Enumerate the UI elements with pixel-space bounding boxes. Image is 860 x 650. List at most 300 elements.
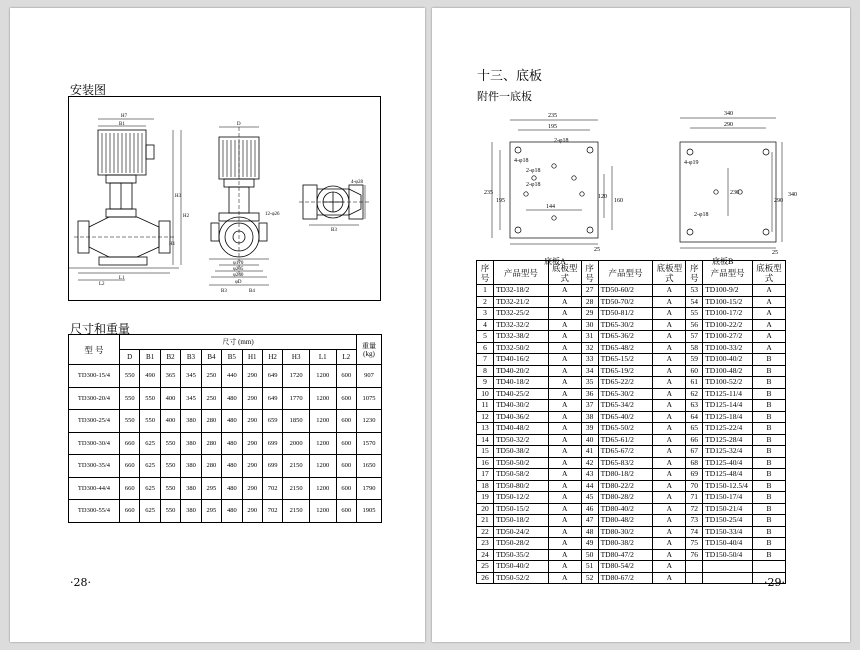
table-row — [477, 503, 786, 515]
dim-cell: 1770 — [283, 387, 310, 410]
plate-type-cell: A — [548, 492, 581, 504]
plate-type-cell: B — [753, 377, 786, 389]
dim-cell: 290 — [242, 477, 262, 500]
plate-type-cell: A — [548, 331, 581, 343]
plate-type-cell: A — [653, 411, 686, 423]
installation-drawing — [68, 96, 381, 301]
dim-cell: 250 — [201, 387, 221, 410]
product-model-cell: TD40-25/2 — [493, 388, 548, 400]
dim-cell: 365 — [160, 365, 180, 388]
dim-col-header: D — [120, 350, 140, 365]
product-model-cell: TD80-30/2 — [598, 526, 653, 538]
serial-cell: 38 — [581, 411, 598, 423]
serial-cell: 21 — [477, 515, 494, 527]
plate-type-cell: A — [653, 434, 686, 446]
plate-type-cell: A — [548, 446, 581, 458]
serial-cell — [686, 572, 703, 584]
dim-cell: 440 — [222, 365, 242, 388]
plate-type-cell: A — [548, 296, 581, 308]
serial-cell: 49 — [581, 538, 598, 550]
section-title: 十三、底板 — [477, 69, 543, 84]
product-model-cell: TD150-33/4 — [703, 526, 753, 538]
plate-type-cell: A — [548, 561, 581, 573]
product-model-cell: TD40-48/2 — [493, 423, 548, 435]
table-row — [477, 538, 786, 550]
product-model-cell: TD125-32/4 — [703, 446, 753, 458]
serial-cell: 53 — [686, 285, 703, 297]
serial-cell: 55 — [686, 308, 703, 320]
plate-type-cell: A — [548, 308, 581, 320]
plate-type-cell: A — [653, 342, 686, 354]
serial-cell: 25 — [477, 561, 494, 573]
product-model-cell: TD32-21/2 — [493, 296, 548, 308]
product-model-cell: TD50-52/2 — [493, 572, 548, 584]
plate-a-holes-2a: 2-φ18 — [554, 138, 569, 144]
product-model-cell: TD40-16/2 — [493, 354, 548, 366]
table-row — [477, 285, 786, 297]
plate-a-dim-h195: 195 — [496, 198, 505, 204]
plate-type-cell: B — [753, 457, 786, 469]
label-b4: B4 — [249, 289, 255, 294]
plate-type-cell: A — [548, 319, 581, 331]
plate-type-cell: B — [753, 423, 786, 435]
dim-cell: 625 — [140, 477, 160, 500]
plate-type-cell: A — [653, 538, 686, 550]
left-page — [10, 8, 425, 642]
dim-col-header: L2 — [336, 350, 356, 365]
plate-type-cell: B — [753, 400, 786, 412]
table-row — [477, 296, 786, 308]
product-model-cell: TD40-36/2 — [493, 411, 548, 423]
table-row — [477, 423, 786, 435]
plate-a-holes-4: 4-φ18 — [514, 158, 529, 164]
plate-type-cell: A — [548, 342, 581, 354]
serial-cell: 37 — [581, 400, 598, 412]
serial-cell: 8 — [477, 365, 494, 377]
dim-cell: 699 — [262, 432, 282, 455]
plate-type-cell: A — [653, 331, 686, 343]
product-model-cell: TD50-80/2 — [493, 480, 548, 492]
serial-cell: 3 — [477, 308, 494, 320]
serial-cell: 59 — [686, 354, 703, 366]
serial-cell: 28 — [581, 296, 598, 308]
serial-cell: 44 — [581, 480, 598, 492]
serial-cell: 7 — [477, 354, 494, 366]
serial-cell: 13 — [477, 423, 494, 435]
dim-cell: 295 — [201, 477, 221, 500]
plate-type-cell: B — [753, 388, 786, 400]
plate-type-cell: B — [753, 526, 786, 538]
page-number-right: ·29· — [764, 576, 785, 589]
plate-b-holes-2: 2-φ18 — [694, 212, 709, 218]
label-h2: H2 — [183, 214, 190, 219]
product-model-cell: TD50-40/2 — [493, 561, 548, 573]
dim-cell: 660 — [120, 455, 140, 478]
plate-a-dim-144: 144 — [546, 204, 555, 210]
product-model-cell: TD80-48/2 — [598, 515, 653, 527]
table-row — [69, 387, 382, 410]
plate-b-dim-230: 230 — [730, 190, 739, 196]
plate-type-cell: A — [653, 377, 686, 389]
plate-type-cell: A — [653, 515, 686, 527]
serial-cell: 75 — [686, 538, 703, 550]
serial-cell: 54 — [686, 296, 703, 308]
plate-type-cell: A — [548, 285, 581, 297]
product-model-cell: TD125-18/4 — [703, 411, 753, 423]
plate-b-holes-4: 4-φ19 — [684, 160, 699, 166]
dim-cell: 600 — [336, 455, 356, 478]
dim-cell: 625 — [140, 432, 160, 455]
dim-cell: 480 — [222, 477, 242, 500]
base-table-header-cell: 底板型式 — [753, 261, 786, 285]
base-table-header-cell: 序号 — [686, 261, 703, 285]
plate-b-dim-h290: 290 — [774, 198, 783, 204]
dim-cell: 550 — [120, 410, 140, 433]
product-model-cell: TD100-17/2 — [703, 308, 753, 320]
serial-cell: 11 — [477, 400, 494, 412]
table-row — [477, 434, 786, 446]
plate-type-cell: A — [548, 480, 581, 492]
serial-cell: 15 — [477, 446, 494, 458]
serial-cell: 68 — [686, 457, 703, 469]
product-model-cell: TD125-11/4 — [703, 388, 753, 400]
plate-type-cell: A — [548, 469, 581, 481]
dim-cell: 380 — [181, 432, 201, 455]
dim-cell: 625 — [140, 500, 160, 523]
base-table-header-cell: 序号 — [581, 261, 598, 285]
table-row — [477, 457, 786, 469]
plate-a-dim-h235: 235 — [484, 190, 493, 196]
plate-type-cell: A — [548, 515, 581, 527]
weight-cell: 1570 — [357, 432, 382, 455]
table-row — [477, 388, 786, 400]
plate-type-cell: B — [753, 446, 786, 458]
table-row — [477, 480, 786, 492]
product-model-cell: TD150-25/4 — [703, 515, 753, 527]
serial-cell: 2 — [477, 296, 494, 308]
plate-type-cell: A — [653, 561, 686, 573]
dim-col-header: H1 — [242, 350, 262, 365]
product-model-cell: TD65-61/2 — [598, 434, 653, 446]
serial-cell: 41 — [581, 446, 598, 458]
dim-cell: 290 — [242, 387, 262, 410]
model-cell: TD300-55/4 — [69, 500, 120, 523]
serial-cell: 5 — [477, 331, 494, 343]
plate-type-cell: A — [548, 377, 581, 389]
plate-type-cell: A — [653, 480, 686, 492]
table-row — [69, 432, 382, 455]
serial-cell: 20 — [477, 503, 494, 515]
product-model-cell — [703, 572, 753, 584]
dim-cell: 1200 — [309, 365, 336, 388]
plate-a-holes-2b: 2-φ18 — [526, 168, 541, 174]
dim-cell: 345 — [181, 365, 201, 388]
table-row — [477, 446, 786, 458]
serial-cell: 14 — [477, 434, 494, 446]
product-model-cell: TD65-83/2 — [598, 457, 653, 469]
label-phi240: φ240 — [233, 273, 244, 278]
product-model-cell: TD50-81/2 — [598, 308, 653, 320]
weight-cell: 1230 — [357, 410, 382, 433]
product-model-cell: TD50-70/2 — [598, 296, 653, 308]
base-plate-drawings — [462, 106, 822, 266]
dim-cell: 280 — [201, 432, 221, 455]
serial-cell: 56 — [686, 319, 703, 331]
product-model-cell: TD40-30/2 — [493, 400, 548, 412]
plate-type-cell: A — [653, 446, 686, 458]
serial-cell: 33 — [581, 354, 598, 366]
product-model-cell: TD80-67/2 — [598, 572, 653, 584]
label-phid: φD — [235, 280, 242, 285]
dim-cell: 2150 — [283, 477, 310, 500]
plate-a-dim-120: 120 — [598, 194, 607, 200]
product-model-cell: TD50-32/2 — [493, 434, 548, 446]
label-h3: H3 — [175, 194, 182, 199]
plate-type-cell: A — [753, 285, 786, 297]
serial-cell: 39 — [581, 423, 598, 435]
dim-cell: 1720 — [283, 365, 310, 388]
plate-type-cell: A — [753, 319, 786, 331]
plate-type-cell: A — [653, 572, 686, 584]
plate-type-cell: A — [653, 319, 686, 331]
model-cell: TD300-25/4 — [69, 410, 120, 433]
product-model-cell: TD65-30/2 — [598, 319, 653, 331]
product-model-cell: TD65-50/2 — [598, 423, 653, 435]
dim-cell: 600 — [336, 365, 356, 388]
dim-cell: 490 — [140, 365, 160, 388]
product-model-cell: TD65-15/2 — [598, 354, 653, 366]
dim-cell: 290 — [242, 410, 262, 433]
plate-type-cell: A — [653, 457, 686, 469]
serial-cell: 67 — [686, 446, 703, 458]
label-4phi28: 4-φ28 — [351, 180, 364, 185]
weight-cell: 1650 — [357, 455, 382, 478]
plate-type-cell: A — [653, 354, 686, 366]
product-model-cell: TD100-48/2 — [703, 365, 753, 377]
dim-col-header: B5 — [222, 350, 242, 365]
product-model-cell: TD32-50/2 — [493, 342, 548, 354]
dim-cell: 290 — [242, 432, 262, 455]
serial-cell: 31 — [581, 331, 598, 343]
product-model-cell: TD50-18/2 — [493, 515, 548, 527]
plate-a-holes-2c: 2-φ18 — [526, 182, 541, 188]
product-model-cell: TD40-20/2 — [493, 365, 548, 377]
label-bolts: 12-φ26 — [265, 212, 280, 217]
weight-cell: 1075 — [357, 387, 382, 410]
dim-cell: 1200 — [309, 387, 336, 410]
base-table-header-cell: 产品型号 — [703, 261, 753, 285]
serial-cell: 43 — [581, 469, 598, 481]
product-model-cell: TD80-47/2 — [598, 549, 653, 561]
table-row — [477, 308, 786, 320]
install-title: 安装图 — [70, 83, 107, 97]
product-model-cell: TD80-28/2 — [598, 492, 653, 504]
plate-a-outline — [510, 142, 598, 238]
product-model-cell: TD50-58/2 — [493, 469, 548, 481]
product-model-cell: TD50-24/2 — [493, 526, 548, 538]
serial-cell: 23 — [477, 538, 494, 550]
product-model-cell: TD65-36/2 — [598, 331, 653, 343]
dim-cell: 290 — [242, 455, 262, 478]
dim-cell: 550 — [160, 500, 180, 523]
dim-cell: 600 — [336, 410, 356, 433]
serial-cell: 52 — [581, 572, 598, 584]
plate-type-cell: A — [548, 526, 581, 538]
serial-cell: 22 — [477, 526, 494, 538]
serial-cell: 36 — [581, 388, 598, 400]
product-model-cell: TD65-48/2 — [598, 342, 653, 354]
dim-cell: 2000 — [283, 432, 310, 455]
plate-type-cell — [753, 561, 786, 573]
plate-a-thickness: 25 — [594, 247, 600, 253]
plate-type-cell: A — [653, 526, 686, 538]
product-model-cell: TD125-22/4 — [703, 423, 753, 435]
plate-b-dim-h340: 340 — [788, 192, 797, 198]
plate-type-cell: A — [548, 400, 581, 412]
plate-type-cell: A — [653, 296, 686, 308]
serial-cell: 45 — [581, 492, 598, 504]
weight-cell: 1905 — [357, 500, 382, 523]
product-model-cell: TD65-40/2 — [598, 411, 653, 423]
plate-b-caption: 底板B — [712, 257, 734, 266]
dim-col-header: B2 — [160, 350, 180, 365]
serial-cell: 42 — [581, 457, 598, 469]
dim-cell: 480 — [222, 500, 242, 523]
product-model-cell: TD65-67/2 — [598, 446, 653, 458]
serial-cell: 27 — [581, 285, 598, 297]
base-table-body — [477, 285, 786, 584]
plate-type-cell: B — [753, 492, 786, 504]
serial-cell: 1 — [477, 285, 494, 297]
size-weight-table — [68, 334, 382, 523]
dim-cell: 550 — [160, 432, 180, 455]
plate-type-cell: A — [548, 423, 581, 435]
product-model-cell: TD100-33/2 — [703, 342, 753, 354]
base-table-header-cell: 产品型号 — [493, 261, 548, 285]
right-page — [432, 8, 850, 642]
dim-col-header: B1 — [140, 350, 160, 365]
label-h1: H1 — [169, 242, 176, 247]
size-weight-body — [69, 365, 382, 523]
product-model-cell: TD100-9/2 — [703, 285, 753, 297]
product-model-cell: TD65-22/2 — [598, 377, 653, 389]
product-model-cell: TD50-12/2 — [493, 492, 548, 504]
plate-type-cell: A — [653, 308, 686, 320]
label-phi170: φ170 — [233, 261, 244, 266]
table-row — [477, 469, 786, 481]
plate-type-cell: A — [548, 549, 581, 561]
product-model-cell: TD32-25/2 — [493, 308, 548, 320]
product-model-cell: TD32-18/2 — [493, 285, 548, 297]
plate-type-cell: A — [548, 411, 581, 423]
product-model-cell: TD50-28/2 — [493, 538, 548, 550]
plate-type-cell: B — [753, 503, 786, 515]
serial-cell: 72 — [686, 503, 703, 515]
product-model-cell: TD65-30/2 — [598, 388, 653, 400]
serial-cell: 64 — [686, 411, 703, 423]
product-model-cell: TD100-52/2 — [703, 377, 753, 389]
table-row — [477, 377, 786, 389]
serial-cell: 19 — [477, 492, 494, 504]
product-model-cell: TD50-50/2 — [493, 457, 548, 469]
plate-type-cell: A — [753, 296, 786, 308]
serial-cell: 63 — [686, 400, 703, 412]
serial-cell: 74 — [686, 526, 703, 538]
base-plate-table — [476, 260, 786, 584]
base-table-header-cell: 底板型式 — [548, 261, 581, 285]
dim-cell: 702 — [262, 477, 282, 500]
label-b1: B1 — [119, 122, 125, 127]
plate-type-cell: A — [753, 342, 786, 354]
table-row — [477, 549, 786, 561]
serial-cell: 70 — [686, 480, 703, 492]
product-model-cell: TD80-18/2 — [598, 469, 653, 481]
serial-cell: 57 — [686, 331, 703, 343]
base-table-header-cell: 产品型号 — [598, 261, 653, 285]
label-b3-top: B3 — [331, 228, 337, 233]
dim-cell: 600 — [336, 432, 356, 455]
label-l2: L2 — [99, 282, 105, 287]
dim-cell: 1200 — [309, 477, 336, 500]
table-row — [477, 492, 786, 504]
label-l1: L1 — [119, 276, 125, 281]
plate-type-cell: A — [548, 572, 581, 584]
product-model-cell: TD50-60/2 — [598, 285, 653, 297]
dim-cell: 649 — [262, 387, 282, 410]
dim-cell: 1200 — [309, 432, 336, 455]
dim-cell: 550 — [140, 410, 160, 433]
dim-cell: 660 — [120, 432, 140, 455]
serial-cell: 50 — [581, 549, 598, 561]
plate-type-cell: B — [753, 411, 786, 423]
serial-cell: 60 — [686, 365, 703, 377]
label-phi205: φ205 — [233, 267, 244, 272]
dim-cell: 1200 — [309, 500, 336, 523]
serial-cell: 40 — [581, 434, 598, 446]
dim-cell: 295 — [201, 500, 221, 523]
table-row — [477, 572, 786, 584]
dim-cell: 380 — [181, 500, 201, 523]
serial-cell: 24 — [477, 549, 494, 561]
dim-cell: 2150 — [283, 455, 310, 478]
product-model-cell: TD100-15/2 — [703, 296, 753, 308]
serial-cell: 18 — [477, 480, 494, 492]
product-model-cell: TD50-38/2 — [493, 446, 548, 458]
installation-drawing-svg — [69, 97, 380, 300]
dim-cell: 2150 — [283, 500, 310, 523]
plate-type-cell: A — [548, 457, 581, 469]
dim-cell: 400 — [160, 410, 180, 433]
product-model-cell: TD80-40/2 — [598, 503, 653, 515]
plate-type-cell: A — [653, 365, 686, 377]
serial-cell: 71 — [686, 492, 703, 504]
dim-cell: 649 — [262, 365, 282, 388]
dim-cell: 550 — [120, 365, 140, 388]
serial-cell: 29 — [581, 308, 598, 320]
product-model-cell: TD80-22/2 — [598, 480, 653, 492]
product-model-cell: TD32-32/2 — [493, 319, 548, 331]
dim-cell: 660 — [120, 500, 140, 523]
dim-cell: 280 — [201, 410, 221, 433]
model-cell: TD300-20/4 — [69, 387, 120, 410]
serial-cell: 65 — [686, 423, 703, 435]
serial-cell: 6 — [477, 342, 494, 354]
table-row — [477, 400, 786, 412]
page-number-left: ·28· — [70, 576, 91, 589]
product-model-cell: TD100-22/2 — [703, 319, 753, 331]
table-row — [477, 515, 786, 527]
plate-type-cell: A — [653, 469, 686, 481]
